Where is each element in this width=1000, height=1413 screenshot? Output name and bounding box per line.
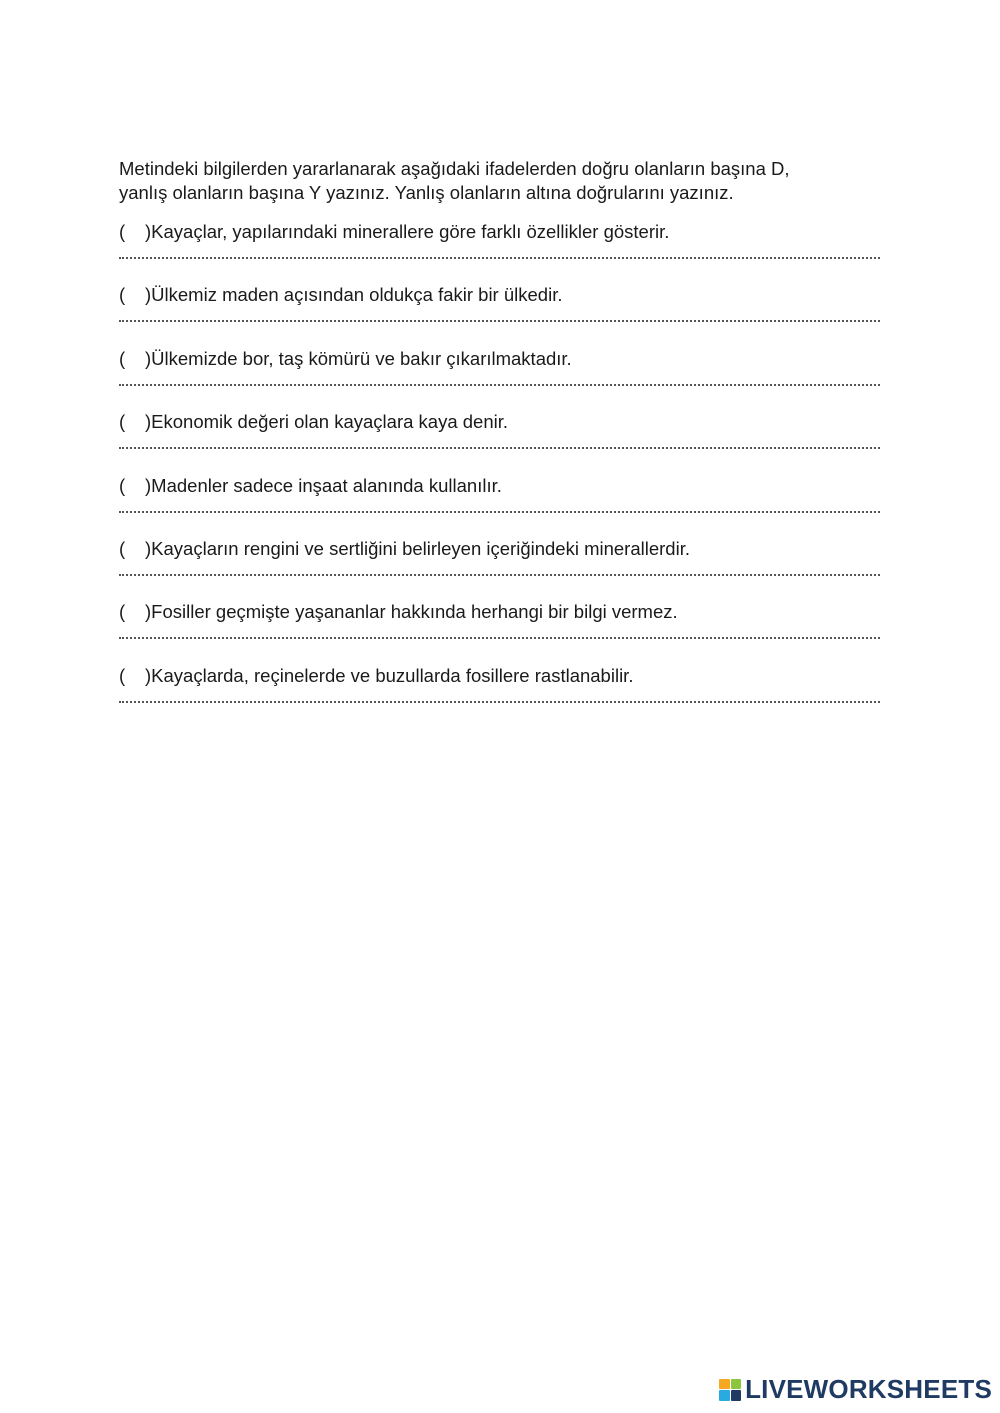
answer-box[interactable] bbox=[119, 283, 145, 307]
logo-square-4 bbox=[731, 1390, 742, 1401]
instructions bbox=[119, 157, 879, 205]
close-paren: ) bbox=[145, 411, 152, 433]
correction-line[interactable] bbox=[119, 637, 880, 639]
true-false-item bbox=[119, 220, 880, 283]
statement-text: Ülkemiz maden açısından oldukça fakir bir ülkedir. bbox=[151, 284, 563, 306]
statement-text: Kayaçlarda, reçinelerde ve buzullarda fosillere rastlanabilir. bbox=[151, 664, 634, 686]
brand-name: LIVEWORKSHEETS bbox=[745, 1374, 992, 1404]
logo-square-2 bbox=[731, 1379, 742, 1390]
answer-box[interactable] bbox=[119, 664, 145, 688]
correction-line[interactable] bbox=[119, 257, 880, 259]
statement-text: Fosiller geçmişte yaşananlar hakkında herhangi bir bilgi vermez. bbox=[151, 601, 678, 623]
close-paren: ) bbox=[145, 664, 152, 686]
correction-line[interactable] bbox=[119, 447, 880, 449]
open-paren: ( bbox=[119, 347, 126, 369]
true-false-item bbox=[119, 474, 880, 537]
answer-box[interactable] bbox=[119, 537, 145, 561]
true-false-item bbox=[119, 347, 880, 410]
statement-text: Madenler sadece inşaat alanında kullanılır. bbox=[151, 474, 502, 496]
statement bbox=[119, 283, 880, 307]
liveworksheets-brand bbox=[719, 1374, 992, 1405]
close-paren: ) bbox=[145, 347, 152, 369]
statement-text: Ülkemizde bor, taş kömürü ve bakır çıkarılmaktadır. bbox=[151, 347, 572, 369]
statement bbox=[119, 347, 880, 371]
open-paren: ( bbox=[119, 474, 126, 496]
close-paren: ) bbox=[145, 601, 152, 623]
statement bbox=[119, 220, 880, 244]
statement-text: Ekonomik değeri olan kayaçlara kaya denir. bbox=[151, 411, 509, 433]
correction-line[interactable] bbox=[119, 701, 880, 703]
correction-line[interactable] bbox=[119, 320, 880, 322]
logo-square-1 bbox=[719, 1379, 730, 1390]
correction-line[interactable] bbox=[119, 511, 880, 513]
open-paren: ( bbox=[119, 664, 126, 686]
statement bbox=[119, 410, 880, 434]
correction-line[interactable] bbox=[119, 574, 880, 576]
statement bbox=[119, 600, 880, 624]
statement bbox=[119, 537, 880, 561]
instructions-line-2: yanlış olanların başına Y yazınız. Yanlış olanların altına doğrularını yazınız. bbox=[119, 182, 734, 203]
close-paren: ) bbox=[145, 537, 152, 559]
close-paren: ) bbox=[145, 284, 152, 306]
open-paren: ( bbox=[119, 601, 126, 623]
true-false-item bbox=[119, 600, 880, 663]
statement-text: Kayaçların rengini ve sertliğini belirleyen içeriğindeki minerallerdir. bbox=[151, 537, 690, 559]
true-false-item bbox=[119, 410, 880, 473]
true-false-item bbox=[119, 664, 880, 727]
liveworksheets-logo-icon bbox=[719, 1379, 741, 1401]
correction-line[interactable] bbox=[119, 384, 880, 386]
answer-box[interactable] bbox=[119, 410, 145, 434]
open-paren: ( bbox=[119, 411, 126, 433]
statement bbox=[119, 474, 880, 498]
answer-box[interactable] bbox=[119, 347, 145, 371]
statement bbox=[119, 664, 880, 688]
open-paren: ( bbox=[119, 537, 126, 559]
true-false-item bbox=[119, 537, 880, 600]
true-false-item bbox=[119, 283, 880, 346]
answer-box[interactable] bbox=[119, 474, 145, 498]
true-false-list bbox=[119, 220, 880, 727]
instructions-line-1: Metindeki bilgilerden yararlanarak aşağıdaki ifadelerden doğru olanların başına D, bbox=[119, 158, 790, 179]
open-paren: ( bbox=[119, 221, 126, 242]
logo-square-3 bbox=[719, 1390, 730, 1401]
statement-text: Kayaçlar, yapılarındaki minerallere göre farklı özellikler gösterir. bbox=[151, 221, 670, 242]
open-paren: ( bbox=[119, 284, 126, 306]
answer-box[interactable] bbox=[119, 220, 145, 244]
close-paren: ) bbox=[145, 474, 152, 496]
close-paren: ) bbox=[145, 221, 152, 242]
answer-box[interactable] bbox=[119, 600, 145, 624]
